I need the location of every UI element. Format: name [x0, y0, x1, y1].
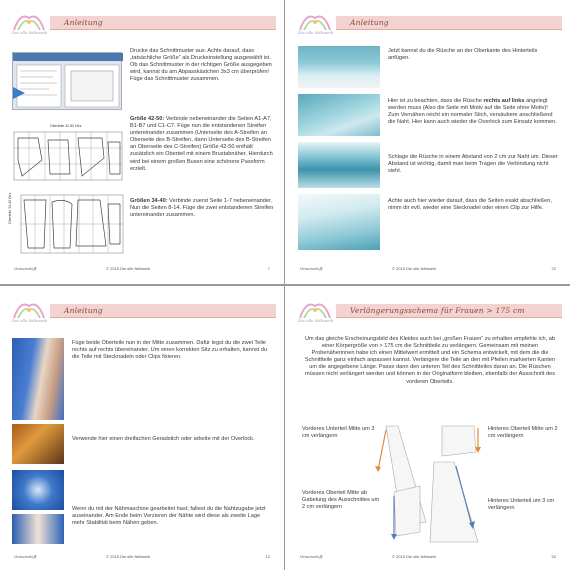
label-back-top: Hinteres Oberteil Mitte um 2 cm verlängern — [488, 426, 558, 440]
figure-label-34-40: Oberteile 34-40 Dirs — [8, 192, 12, 224]
logo-text: Die olle Nähwerk — [298, 318, 334, 323]
page-title: Anleitung — [350, 18, 389, 27]
page-number: 52 — [551, 554, 556, 559]
text-block-1: Jetzt kannst du die Rüsche an der Oberkante des Hinterteils anfügen. — [388, 48, 538, 62]
text-block-3: Schlage die Rüsche in einem Abstand von 2 cm zur Naht um. Dieser Abstand ist wichtig, damit man beim Tragen die Verbindung nicht sieht. — [388, 154, 558, 175]
pattern-layout-42-50-figure — [12, 124, 124, 182]
footer-copyright: © 2015 Die olle Nähwerk — [106, 554, 151, 559]
figure-label-42-50: Oberteile 42-50 Dirs — [50, 124, 82, 128]
footer-brand: Onnenstoff — [300, 554, 323, 559]
page-footer — [300, 553, 556, 561]
logo-text: Die olle Nähwerk — [12, 318, 48, 323]
front-top-panel — [394, 486, 420, 536]
photo-seam-open-2 — [12, 514, 64, 544]
text-block-2: Verwende hier einen dreifachen Geradstich oder arbeite mit der Overlock. — [72, 436, 255, 442]
photo-sewing-machine — [12, 424, 64, 464]
label-front-top: Vorderes Oberteil Mitte ab Gabelung des Ausschnittes um 2 cm verlängern — [302, 490, 380, 511]
size-heading: Größe 42-50: — [130, 116, 165, 122]
arrow-front-bottom — [378, 430, 386, 470]
text-bold: rechts auf links — [483, 98, 525, 104]
text-block-size-34-40 — [130, 198, 276, 219]
page-title: Verlängerungsschema für Frauen > 175 cm — [350, 306, 525, 315]
text-block-intro: Drucke das Schnittmuster aus. Achte darauf, dass „tatsächliche Größe“ als Druckeinstellung ausgewählt ist. Ob das Schnittmuster in der richtigen Größe ausgegeben wird, kannst du am Abpasskästchen 3x3 cm überprüfen! Füge das Schnittmuster zusammen. — [130, 48, 272, 83]
text-block-4: Achte auch hier wieder darauf, dass die Seiten exakt abschließen, nimm dir evtl. wieder eine Stecknadel oder einen Clip zur Hilfe. — [388, 198, 552, 212]
page-number: 12 — [265, 554, 270, 559]
photo-ruffle-4 — [298, 194, 380, 250]
arrowhead-front-bottom — [375, 466, 381, 472]
page-top-left — [2, 2, 282, 280]
size-heading: Größen 34-40: — [130, 198, 168, 204]
page-bottom-right — [288, 290, 568, 568]
pattern-layout-34-40-figure — [8, 192, 124, 256]
extension-diagram — [302, 422, 558, 548]
back-top-panel — [442, 426, 476, 456]
back-bottom-panel — [430, 462, 478, 542]
footer-brand: Onnenstoff — [14, 554, 37, 559]
page-footer — [300, 265, 556, 273]
photo-ruffle-2 — [298, 94, 380, 136]
footer-brand: Onnenstoff — [14, 266, 37, 271]
logo — [12, 10, 46, 38]
horizontal-divider — [0, 284, 570, 286]
footer-copyright: © 2015 Die olle Nähwerk — [392, 266, 437, 271]
text-block-size-42-50 — [130, 116, 276, 173]
print-dialog-screenshot — [12, 52, 122, 110]
label-back-bottom: Hinteres Unterteil um 3 cm verlängern — [488, 498, 555, 512]
intro-text: Um das gleiche Erscheinungsbild des Kleides auch bei „großen Frauen“ zu erhalten empfehle ich, ab einer Körpergröße von > 175 cm die Schnittteile zu verlängern. Gemeinsam mit meinen Probenäherinnen habe ich einen Mittelwert ermittelt und ein Schema entwickelt, mit dem die die Schnittteile ganz einfach anpassen kannst. Verlängere die Teile an den mit Pfeilen markierten Kanten um die angegebene Länge. Passe dann den unteren Teil des Schnittteiles daran an. Die Rüschen müssen nicht verlängert werden und können in der Originalform bleiben, ebenfalls der Ausschnitt des vorderen Oberteils. — [304, 336, 556, 385]
logo-text: Die olle Nähwerk — [12, 30, 48, 35]
footer-copyright: © 2015 Die olle Nähwerk — [106, 266, 151, 271]
label-front-bottom: Vorderes Unterteil Mitte um 3 cm verlängern — [302, 426, 375, 440]
logo — [298, 298, 332, 326]
page-top-right — [288, 2, 568, 280]
page-number: 7 — [267, 266, 270, 271]
page-number: 22 — [551, 266, 556, 271]
page-title: Anleitung — [64, 18, 103, 27]
page-title: Anleitung — [64, 306, 103, 315]
page-footer — [14, 553, 270, 561]
logo — [12, 298, 46, 326]
text-block-1: Füge beide Oberteile nun in der Mitte zusammen. Dafür legst du die zwei Teile rechts auf rechts übereinander. Um einen korrekten Sitz zu erhalten, kannst du die Teile mit Stecknadeln oder Clips fixieren. — [72, 340, 267, 361]
footer-copyright: © 2015 Die olle Nähwerk — [392, 554, 437, 559]
logo-text: Die olle Nähwerk — [298, 30, 334, 35]
photo-ruffle-3 — [298, 142, 380, 188]
text-block-3: Wenn du mit der Nähmaschine gearbeitet hast; faltest du die Nahtzugabe jetzt auseinander. Am Ende beim Verzieren der Nähte wird diese als zweite Lage mehr Stabilität beim Nähen geben. — [72, 506, 266, 527]
photo-pinned-seam — [12, 338, 64, 420]
photo-ruffle-1 — [298, 46, 380, 88]
text-rest: angelegt werden muss (Also die Seite mit Motiv auf die Seite ohne Motiv)! Zum Vernähen reicht ein normaler Stich, versäubere anschließend die Naht. Hier kann auch wieder die Overlock zum Einsatz kommen. — [388, 98, 557, 126]
page-bottom-left — [2, 290, 282, 568]
size-text: Verbinde nebeneinander die Seiten A1-A7, B1-B7 und C1-C7. Füge nun die entstandenen Streifen untereinander zusammen (Unterseite des A-Streifen an Oberseite des B-Streifen, dann Unterseite des B-Streifen an Oberseite des C-Streifen) Größe 42-50 enthält zusätzlich ein Oberteil mit einem Brustabnäher. Hierdurch wird bei einem großen Busen eine schönere Passform erzielt. — [130, 116, 273, 172]
footer-brand: Onnenstoff — [300, 266, 323, 271]
size-text: Verbinde zuerst Seite 1-7 nebeneinander. Nun die Seiten 8-14. Füge die zwei entstandenen Streifen untereinander zusammen. — [130, 198, 274, 219]
logo — [298, 10, 332, 38]
arrowhead-front-top — [391, 534, 397, 540]
text-block-2 — [388, 98, 560, 126]
text-pre: Hier ist zu beachten, dass die Rüsche — [388, 98, 484, 104]
photo-seam-open-1 — [12, 470, 64, 510]
page-footer — [14, 265, 270, 273]
